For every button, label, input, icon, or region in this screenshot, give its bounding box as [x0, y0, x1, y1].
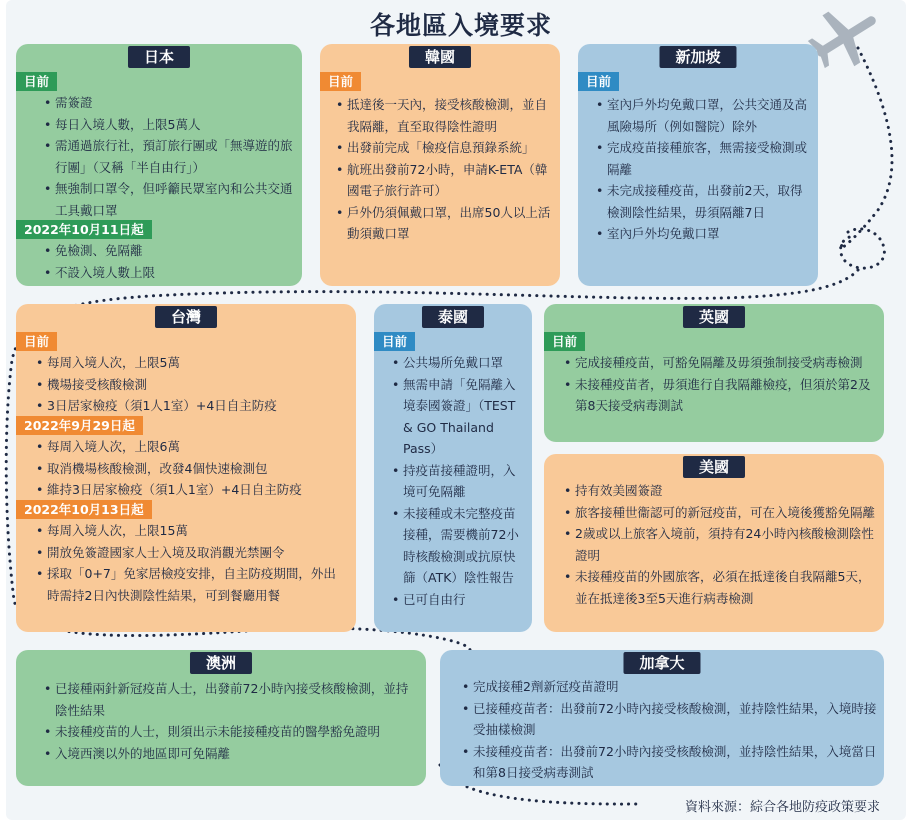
japan-current-list: [42, 92, 294, 221]
list-item: • 持有效美國簽證: [562, 480, 878, 502]
tag-current: 目前: [16, 72, 57, 91]
list-item: • 無強制口罩令，但呼籲民眾室內和公共交通工具戴口罩: [42, 178, 294, 221]
list-item: • 未接種或未完整疫苗接種，需要機前72小時核酸檢測或抗原快篩（ATK）陰性報告: [390, 503, 526, 589]
list-item: • 出發前完成「檢疫信息預錄系統」: [334, 137, 552, 159]
taiwan-oct13-list: [34, 520, 348, 606]
card-usa: [544, 454, 884, 632]
list-item: • 已接種疫苗者：出發前72小時內接受核酸檢測，並持陰性結果，入境時接受抽樣檢測: [460, 698, 878, 741]
australia-list: [42, 678, 420, 764]
card-singapore: [578, 44, 818, 286]
card-title-taiwan: 台灣: [155, 306, 217, 328]
tag-current: 目前: [320, 72, 361, 91]
list-item: • 公共場所免戴口罩: [390, 352, 526, 374]
list-item: • 戶外仍須佩戴口罩，出席50人以上活動須戴口罩: [334, 202, 552, 245]
tag-current: 目前: [544, 332, 585, 351]
list-item: • 不設入境人數上限: [42, 262, 294, 284]
canada-list: [460, 676, 878, 784]
card-title-uk: 英國: [683, 306, 745, 328]
list-item: • 未接種疫苗的外國旅客，必須在抵達後自我隔離5天，並在抵達後3至5天進行病毒檢測: [562, 566, 878, 609]
list-item: • 開放免簽證國家人士入境及取消觀光禁團令: [34, 542, 348, 564]
list-item: • 已接種兩針新冠疫苗人士，出發前72小時內接受核酸檢測，並持陰性結果: [42, 678, 420, 721]
card-korea: [320, 44, 560, 286]
singapore-current-list: [594, 94, 810, 245]
list-item: • 採取「0+7」免家居檢疫安排，自主防疫期間，外出時需持2日內快測陰性結果，可到餐廳用餐: [34, 563, 348, 606]
uk-current-list: [562, 352, 878, 417]
list-item: • 未接種疫苗者：出發前72小時內接受核酸檢測，並持陰性結果，入境當日和第8日接受病毒測試: [460, 741, 878, 784]
list-item: • 已可自由行: [390, 589, 526, 611]
card-title-usa: 美國: [683, 456, 745, 478]
list-item: • 每日入境人數，上限5萬人: [42, 114, 294, 136]
list-item: • 未接種疫苗的人士，則須出示未能接種疫苗的醫學豁免證明: [42, 721, 420, 743]
korea-current-list: [334, 94, 552, 245]
list-item: • 室內戶外均免戴口罩，公共交通及高風險場所（例如醫院）除外: [594, 94, 810, 137]
taiwan-sep29-list: [34, 436, 348, 501]
list-item: • 完成疫苗接種旅客，無需接受檢測或隔離: [594, 137, 810, 180]
list-item: • 未完成接種疫苗，出發前2天，取得檢測陰性結果，毋須隔離7日: [594, 180, 810, 223]
list-item: • 抵達後一天內，接受核酸檢測，並自我隔離，直至取得陰性證明: [334, 94, 552, 137]
card-title-singapore: 新加坡: [659, 46, 736, 68]
card-title-australia: 澳洲: [190, 652, 252, 674]
list-item: • 旅客接種世衞認可的新冠疫苗，可在入境後獲豁免隔離: [562, 502, 878, 524]
list-item: • 3日居家檢疫（須1人1室）+4日自主防疫: [34, 395, 348, 417]
list-item: • 完成接種疫苗，可豁免隔離及毋須強制接受病毒檢測: [562, 352, 878, 374]
list-item: • 無需申請「免隔離入境泰國簽證」（TEST & GO Thailand Pass）: [390, 374, 526, 460]
tag-date: 2022年10月11日起: [16, 220, 152, 239]
list-item: • 2歲或以上旅客入境前，須持有24小時內核酸檢測陰性證明: [562, 523, 878, 566]
list-item: • 免檢測、免隔離: [42, 240, 294, 262]
tag-date-oct13: 2022年10月13日起: [16, 500, 152, 519]
tag-date-sep29: 2022年9月29日起: [16, 416, 143, 435]
tag-current: 目前: [578, 72, 619, 91]
taiwan-current-list: [34, 352, 348, 417]
card-title-japan: 日本: [128, 46, 190, 68]
list-item: • 航班出發前72小時，申請K-ETA（韓國電子旅行許可）: [334, 159, 552, 202]
tag-current: 目前: [16, 332, 57, 351]
list-item: • 持疫苗接種證明，入境可免隔離: [390, 460, 526, 503]
japan-oct11-list: [42, 240, 294, 283]
source-note: 資料來源：綜合各地防疫政策要求: [684, 800, 880, 815]
card-canada: [440, 650, 884, 786]
list-item: • 未接種疫苗者，毋須進行自我隔離檢疫，但須於第2及第8天接受病毒測試: [562, 374, 878, 417]
list-item: • 室內戶外均免戴口罩: [594, 223, 810, 245]
thailand-current-list: [390, 352, 526, 610]
page-title: 各地區入境要求: [369, 11, 552, 40]
list-item: • 每周入境人次，上限15萬: [34, 520, 348, 542]
card-thailand: [374, 304, 532, 632]
card-title-thailand: 泰國: [422, 306, 484, 328]
tag-current: 目前: [374, 332, 415, 351]
list-item: • 入境西澳以外的地區即可免隔離: [42, 743, 420, 765]
card-taiwan: [16, 304, 356, 632]
card-title-korea: 韓國: [409, 46, 471, 68]
list-item: • 每周入境人次，上限6萬: [34, 436, 348, 458]
list-item: • 需簽證: [42, 92, 294, 114]
card-japan: [16, 44, 302, 286]
list-item: • 機場接受核酸檢測: [34, 374, 348, 396]
list-item: • 完成接種2劑新冠疫苗證明: [460, 676, 878, 698]
card-australia: [16, 650, 426, 786]
list-item: • 每周入境人次，上限5萬: [34, 352, 348, 374]
list-item: • 需通過旅行社，預訂旅行團或「無導遊的旅行團」（又稱「半自由行」）: [42, 135, 294, 178]
list-item: • 維持3日居家檢疫（須1人1室）+4日自主防疫: [34, 479, 348, 501]
card-title-canada: 加拿大: [623, 652, 700, 674]
card-uk: [544, 304, 884, 442]
list-item: • 取消機場核酸檢測，改發4個快速檢測包: [34, 458, 348, 480]
usa-list: [562, 480, 878, 609]
